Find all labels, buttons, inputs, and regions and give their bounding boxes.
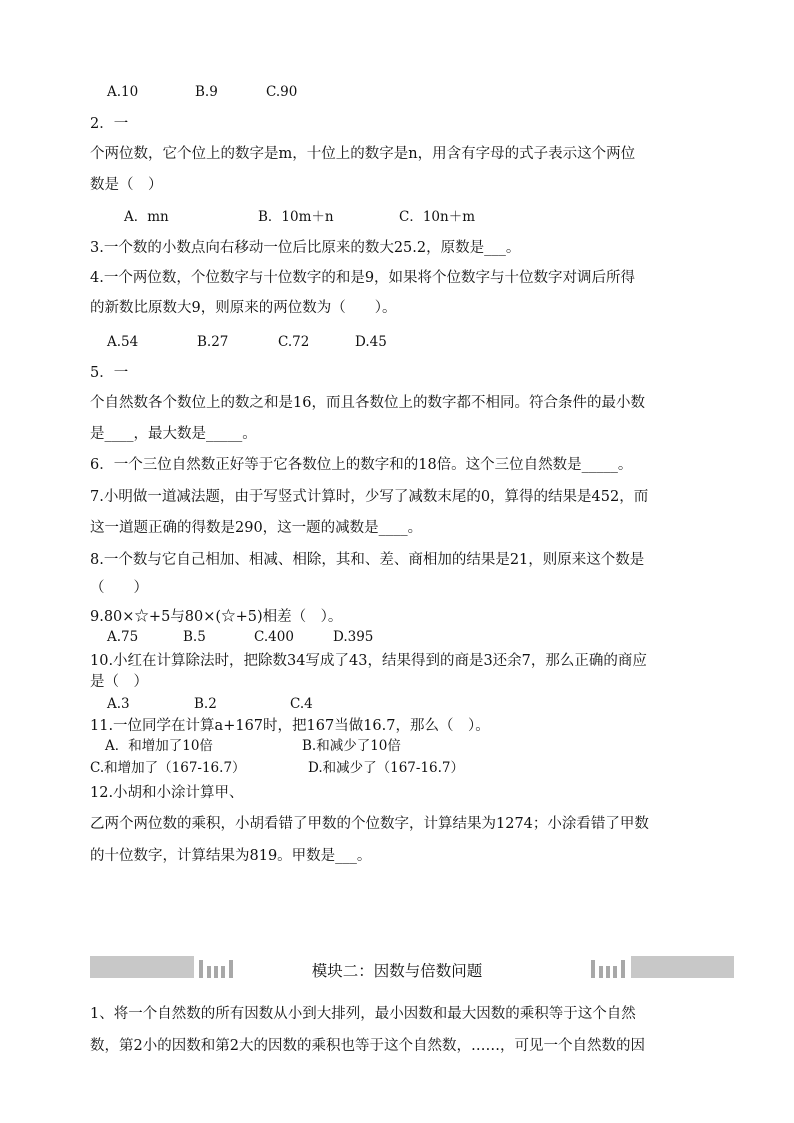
q5-line1: 5．一	[90, 365, 129, 381]
q11-line1: 11.一位同学在计算a+167时，把167当做16.7，那么（ ）。	[90, 718, 490, 734]
banner-ticks-right	[591, 960, 627, 978]
q4-option-d: D.45	[355, 334, 387, 350]
q4-line1: 4.一个两位数，个位数字与十位数字的和是9，如果将个位数字与十位数字对调后所得	[90, 270, 636, 286]
q2-option-a: A．mn	[124, 209, 169, 225]
q5-line3: 是____，最大数是_____。	[90, 426, 257, 442]
q9-option-d: D.395	[333, 629, 374, 645]
banner-bar-right	[631, 956, 734, 978]
q2-line3: 数是（ ）	[90, 177, 163, 193]
q7-line2: 这一道题正确的得数是290，这一题的减数是____。	[90, 520, 423, 536]
q2-line1: 2．一	[90, 116, 129, 132]
q1-option-a: A.10	[107, 84, 139, 100]
q4-line2: 的新数比原数大9，则原来的两位数为（ ）。	[90, 300, 397, 316]
q7-line1: 7.小明做一道减法题，由于写竖式计算时，少写了减数末尾的0，算得的结果是452，而	[90, 489, 649, 505]
q8-line1: 8.一个数与它自己相加、相减、相除，其和、差、商相加的结果是21，则原来这个数是	[90, 552, 645, 568]
q11-option-b: B.和减少了10倍	[302, 738, 401, 754]
q10-line2: 是（ ）	[90, 674, 148, 690]
q9-option-a: A.75	[107, 629, 139, 645]
q10-option-c: C.4	[290, 696, 313, 712]
q9-option-b: B.5	[183, 629, 206, 645]
q4-option-a: A.54	[107, 334, 139, 350]
q3-text: 3.一个数的小数点向右移动一位后比原来的数大25.2，原数是___。	[90, 240, 521, 256]
q10-option-b: B.2	[194, 696, 217, 712]
q10-line1: 10.小红在计算除法时，把除数34写成了43，结果得到的商是3还余7，那么正确的商应	[90, 653, 647, 669]
q6-text: 6．一个三位自然数正好等于它各数位上的数字和的18倍。这个三位自然数是_____。	[90, 457, 633, 473]
q1-option-c: C.90	[266, 84, 298, 100]
q2-line2: 个两位数，它个位上的数字是m，十位上的数字是n，用含有字母的式子表示这个两位	[90, 146, 636, 162]
q5-line2: 个自然数各个数位上的数之和是16，而且各数位上的数字都不相同。符合条件的最小数	[90, 395, 645, 411]
q12-line1: 12.小胡和小涂计算甲、	[90, 785, 244, 801]
q9-line1: 9.80×☆+5与80×(☆+5)相差（ ）。	[90, 609, 343, 625]
q11-option-c: C.和增加了（167-16.7）	[90, 760, 246, 776]
q9-option-c: C.400	[254, 629, 294, 645]
q2-option-c: C．10n＋m	[399, 209, 476, 225]
q4-option-b: B.27	[197, 334, 229, 350]
q2-option-b: B．10m＋n	[258, 209, 334, 225]
q4-option-c: C.72	[278, 334, 310, 350]
q12-line2: 乙两个两位数的乘积，小胡看错了甲数的个位数字，计算结果为1274；小涂看错了甲数	[90, 816, 649, 832]
q1-option-b: B.9	[195, 84, 218, 100]
module2-p1-line2: 数，第2小的因数和第2大的因数的乘积也等于这个自然数，……，可见一个自然数的因	[90, 1038, 645, 1054]
module-title: 模块二：因数与倍数问题	[311, 962, 483, 980]
q11-option-d: D.和减少了（167-16.7）	[308, 760, 465, 776]
q10-option-a: A.3	[107, 696, 130, 712]
module2-p1-line1: 1、将一个自然数的所有因数从小到大排列，最小因数和最大因数的乘积等于这个自然	[90, 1006, 636, 1022]
q11-option-a: A．和增加了10倍	[105, 738, 213, 754]
q12-line3: 的十位数字，计算结果为819。甲数是___。	[90, 848, 372, 864]
q8-line2: （ ）	[90, 580, 148, 596]
